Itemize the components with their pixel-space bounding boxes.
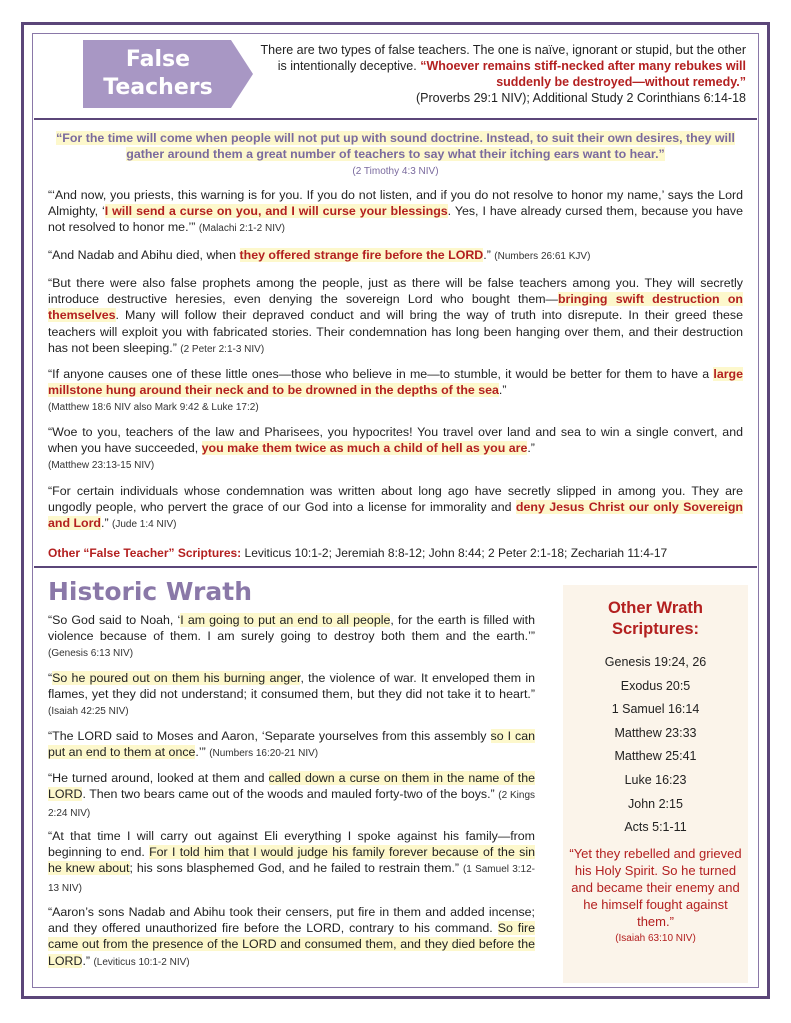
quote-text: “So God said to Noah, ‘ xyxy=(48,613,181,627)
quote-text: .” xyxy=(101,516,113,531)
false-teachers-banner xyxy=(83,40,253,108)
wrath-1samuel xyxy=(48,828,535,897)
quote-highlight: So fire came out from the presence of the LORD and consumed them, and they died before the LORD xyxy=(48,921,536,968)
sidebar-quote-cite: (Isaiah 63:10 NIV) xyxy=(615,933,696,944)
quote-text: “ xyxy=(48,671,53,685)
quote-highlight: I am going to put an end to all people xyxy=(180,613,391,627)
other-label: Other “False Teacher” Scriptures: xyxy=(48,546,242,560)
quote-cite: (Genesis 6:13 NIV) xyxy=(48,648,134,660)
quote-highlight: I will send a curse on you, and I will curse your blessings xyxy=(104,204,448,219)
quote-highlight: For I told him that I would judge his family forever because of the sin he knew about xyxy=(48,845,535,876)
quote-cite: (Jude 1:4 NIV) xyxy=(112,519,177,531)
wrath-numbers xyxy=(48,728,535,762)
timothy-cite: (2 Timothy 4:3 NIV) xyxy=(352,166,439,178)
quote-highlight: large millstone hung around their neck and to be drowned in the depths of the sea xyxy=(48,367,743,398)
quote-cite: (Matthew 23:13-15 NIV) xyxy=(48,460,155,472)
quote-text: . Then two bears came out of the woods and mauled forty-two of the boys.” xyxy=(82,787,499,802)
quote-cite: (2 Kings 2:24 NIV) xyxy=(48,790,536,820)
quote-cite: (Numbers 26:61 KJV) xyxy=(494,251,591,262)
banner-line1: False xyxy=(125,47,191,72)
wrath-ref: Genesis 19:24, 26 xyxy=(604,655,707,669)
historic-wrath-title: Historic Wrath xyxy=(48,577,253,606)
quote-text: . Many will follow their depraved conduct and will bring the way of truth into disrepute. In their greed these teachers will exploit you with fabricated stories. Their condemnation has long been hanging over them, and their destruction has not been sleeping.” xyxy=(48,308,743,355)
quote-highlight: deny Jesus Christ our only Sovereign and Lord xyxy=(48,500,744,531)
quote-highlight: you make them twice as much a child of hell as you are xyxy=(201,441,528,456)
quote-text: “If anyone causes one of these little ones—those who believe in me—to stumble, it would be better for them to have a xyxy=(48,367,714,381)
quote-2peter xyxy=(48,275,743,358)
quote-highlight: they offered strange fire before the LORD xyxy=(239,248,484,262)
quote-text: “And Nadab and Abihu died, when xyxy=(48,248,240,262)
quote-cite: (2 Peter 2:1-3 NIV) xyxy=(180,343,265,355)
quote-cite: (Isaiah 42:25 NIV) xyxy=(48,706,129,718)
banner-line2: Teachers xyxy=(103,75,213,100)
isaiah-sidebar-quote xyxy=(568,845,743,947)
quote-highlight: called down a curse on them in the name of the LORD xyxy=(48,771,535,802)
quote-text: . Yes, I have already cursed them, because you have not resolved to honor me.’” xyxy=(48,204,743,235)
quote-numbers xyxy=(48,247,743,265)
quote-text: “He turned around, looked at them and xyxy=(48,771,269,785)
wrath-ref: Exodus 20:5 xyxy=(620,678,691,693)
quote-text: “At that time I will carry out against Eli everything I spoke against his family—from beginning to end. xyxy=(48,829,535,860)
sidebar-quote-text: “Yet they rebelled and grieved his Holy Spirit. So he turned and became their enemy and he himself fought against them.” xyxy=(569,846,742,929)
intro-cite: (Proverbs 29:1 NIV); Additional Study 2 Corinthians 6:14-18 xyxy=(415,91,746,105)
intro-plain: There are two types of false teachers. The one is naïve, ignorant or stupid, but the other is intentionally deceptive. xyxy=(260,43,746,73)
intro-proverb: “Whoever remains stiff-necked after many rebukes will suddenly be destroyed—without remedy.” xyxy=(420,59,746,89)
quote-text: “For certain individuals whose condemnation was written about long ago have secretly slipped in among you. They are ungodly people, who pervert the grace of our God into a license for immorality and xyxy=(48,484,743,515)
quote-text: .” xyxy=(527,441,535,456)
quote-highlight: So he poured out on them his burning anger xyxy=(52,671,301,685)
wrath-ref: Luke 16:23 xyxy=(624,772,687,787)
quote-text: .” xyxy=(498,383,507,398)
wrath-2kings xyxy=(48,770,535,823)
timothy-quote xyxy=(46,130,745,181)
timothy-text: “For the time will come when people will not put up with sound doctrine. Instead, to suit their own desires, they will gather around them a great number of teachers to say what their itching ears want to hear.” xyxy=(56,131,735,162)
quote-highlight: so I can put an end to them at once xyxy=(48,729,535,760)
quote-text: , for the earth is filled with violence because of them. I am surely going to destroy both them and the earth.’” xyxy=(48,613,535,644)
other-refs: Leviticus 10:1-2; Jeremiah 8:8-12; John 8:44; 2 Peter 2:1-18; Zechariah 11:4-17 xyxy=(244,546,668,560)
quote-text: “The LORD said to Moses and Aaron, ‘Separate yourselves from this assembly xyxy=(48,729,491,743)
wrath-ref: Acts 5:1-11 xyxy=(624,820,687,835)
quote-text: .’” xyxy=(195,745,210,760)
wrath-ref: Matthew 25:41 xyxy=(614,749,697,764)
wrath-ref: 1 Samuel 16:14 xyxy=(611,702,700,717)
quote-cite: (Malachi 2:1-2 NIV) xyxy=(198,223,285,235)
quote-matthew18 xyxy=(48,366,743,417)
quote-text: .” xyxy=(483,248,495,262)
quote-text: , the violence of war. It enveloped them in flames, yet they did not understand; it consumed them, but they did not take it to heart.” xyxy=(48,671,535,702)
wrath-genesis xyxy=(48,612,535,663)
wrath-ref: Matthew 23:33 xyxy=(614,725,697,740)
quote-jude xyxy=(48,483,743,534)
wrath-leviticus xyxy=(48,904,535,971)
quote-text: “‘And now, you priests, this warning is for you. If you do not listen, and if you do not resolve to honor my name,’ says the Lord Almighty, ‘ xyxy=(48,188,743,219)
quote-text: .” xyxy=(82,953,94,968)
quote-text: “Aaron’s sons Nadab and Abihu took their censers, put fire in them and added incense; and they offered unauthorized fire before the LORD, contrary to his command. xyxy=(48,905,535,936)
quote-cite: (Numbers 16:20-21 NIV) xyxy=(209,748,319,760)
quote-text: ; his sons blasphemed God, and he failed to restrain them.” xyxy=(129,861,463,876)
other-wrath-title: Other Wrath Scriptures: xyxy=(607,599,704,638)
quote-matthew23 xyxy=(48,424,743,475)
quote-cite: (Matthew 18:6 NIV also Mark 9:42 & Luke 17:2) xyxy=(48,402,259,414)
quote-cite: (Leviticus 10:1-2 NIV) xyxy=(93,956,190,968)
quote-highlight: bringing swift destruction on themselves xyxy=(48,292,743,323)
quote-text: “But there were also false prophets among the people, just as there will be false teachers among you. They will secretly introduce destructive heresies, even denying the sovereign Lord who bought them— xyxy=(48,276,743,307)
quote-cite: (1 Samuel 3:12-13 NIV) xyxy=(48,864,535,894)
quote-malachi xyxy=(48,187,743,238)
quote-text: “Woe to you, teachers of the law and Pharisees, you hypocrites! You travel over land and sea to win a single convert, and when you have succeeded, xyxy=(48,425,743,456)
intro-text xyxy=(258,42,746,106)
other-wrath-list xyxy=(563,651,748,840)
wrath-isaiah xyxy=(48,670,535,721)
other-false-teacher-scriptures xyxy=(48,546,748,560)
wrath-ref: John 2:15 xyxy=(628,796,683,811)
